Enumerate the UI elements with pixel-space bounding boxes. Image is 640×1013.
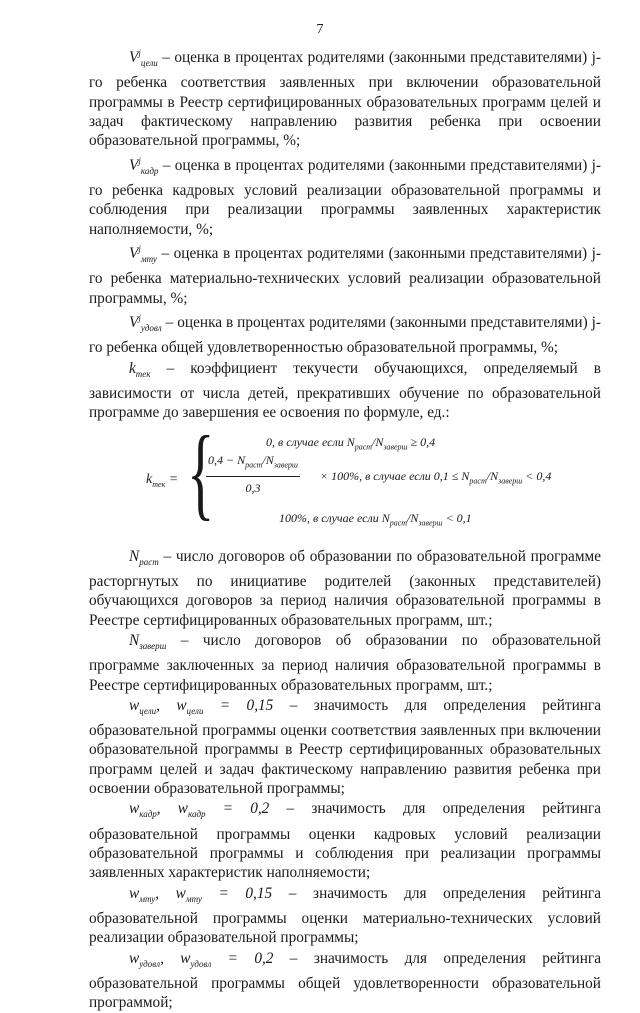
k-tek-formula bbox=[89, 414, 601, 533]
symbol: $w_{цели}$, $w_{цели} = 0,15$ – bbox=[129, 696, 298, 716]
formula-lhs: $k_{тек}$ = bbox=[146, 471, 179, 489]
page-number: 7 bbox=[316, 22, 324, 37]
definition-w-kadr: $w_{кадр}$, $w_{кадр} = 0,2$ – значимость для определения рейтинга образовательной программы оценки кадровых условий реализации образовательной программы и соблюдения при реализации программы заявленных характеристик наполняемости; bbox=[89, 800, 601, 882]
formula-brace: { bbox=[187, 414, 215, 530]
definition-w-celi: $w_{цели}$, $w_{цели} = 0,15$ – значимость для определения рейтинга образовательной программы оценки соответствия заявленных при включении образовательной программы в Реестр сертифицированных образовательных программ целей и задач фактическому направлению развития ребенка при освоении образовательной программы; bbox=[89, 696, 602, 798]
fraction-numerator: $0,4 - N_{раст}/N_{заверш}$ bbox=[206, 451, 300, 478]
symbol: $N_{заверш}$ bbox=[129, 631, 167, 651]
formula-case-1: 0, в случае если $N_{раст}/N_{заверш} \ge 0,4$ bbox=[266, 434, 436, 452]
formula-case-2: × 100%, в случае если $0,1 \le N_{раст}/N_{заверш} < 0,4$ bbox=[320, 468, 552, 486]
symbol: $w_{кадр}$, $w_{кадр} = 0,2$ – bbox=[129, 800, 295, 820]
symbol: $V^j_{мту}$ bbox=[129, 243, 157, 265]
symbol: $w_{удовл}$, $w_{удовл} = 0,2$ – bbox=[129, 949, 298, 969]
formula-case-3: 100%, в случае если $N_{раст}/N_{заверш} < 0,1$ bbox=[279, 510, 472, 528]
definition-w-udovl: $w_{удовл}$, $w_{удовл} = 0,2$ – значимость для определения рейтинга образовательной программы общей удовлетворенности образовательной программой; bbox=[89, 949, 601, 1012]
definition-k-tek: $k_{тек}$ – коэффициент текучести обучающихся, определяемый в зависимости от числа детей, прекративших обучение по образовательной программе до завершения ее освоения по формуле, ед.: bbox=[89, 359, 601, 422]
definition-v-celi: $V^j_{цели}$ – оценка в процентах родителями (законными представителями) j-го ребенка соответствия заявленных при включении образовательной программы в Реестр сертифицированных образовательных программ целей и задач фактическому направлению развития ребенка при освоении образовательной программы, %; bbox=[89, 48, 601, 150]
definition-v-mtu: $V^j_{мту}$ – оценка в процентах родителями (законными представителями) j-го ребенка материально-технических условий реализации образовательной программы, %; bbox=[89, 243, 601, 307]
document-body bbox=[89, 44, 601, 1013]
symbol: $N_{раст}$ bbox=[129, 547, 159, 567]
definition-v-kadr: $V^j_{кадр}$ – оценка в процентах родителями (законными представителями) j-го ребенка кадровых условий реализации образовательной программы и соблюдения при реализации программы заявленных характеристик наполняемости, %; bbox=[89, 155, 601, 238]
symbol: $V^j_{удовл}$ bbox=[129, 312, 162, 334]
fraction-denominator: 0,3 bbox=[245, 481, 261, 496]
definition-n-zaversh: $N_{заверш}$ – число договоров об образовании по образовательной программе заключенных за период наличия образовательной программы в Реестре сертифицированных образовательных программ, шт.; bbox=[89, 631, 601, 694]
symbol: $V^j_{цели}$ bbox=[129, 48, 158, 69]
symbol: $w_{мту}$, $w_{мту} = 0,15$ – bbox=[129, 884, 297, 904]
definition-n-rast: $N_{раст}$ – число договоров об образовании по образовательной программе расторгнутых по инициативе родителей (законных представителей) обучающихся договоров за период наличия образовательной программы в Реестре сертифицированных образовательных программ, шт.; bbox=[89, 547, 601, 629]
formula-fraction bbox=[206, 451, 300, 499]
definition-v-udovl: $V^j_{удовл}$ – оценка в процентах родителями (законными представителями) j-го ребенка общей удовлетворенностью образовательной программы, %; bbox=[89, 312, 601, 357]
symbol: $V^j_{кадр}$ bbox=[129, 155, 159, 176]
symbol: $k_{тек}$ bbox=[129, 359, 151, 379]
definition-w-mtu: $w_{мту}$, $w_{мту} = 0,15$ – значимость для определения рейтинга образовательной программы оценки материально-технических условий реализации образовательной программы; bbox=[89, 884, 602, 947]
